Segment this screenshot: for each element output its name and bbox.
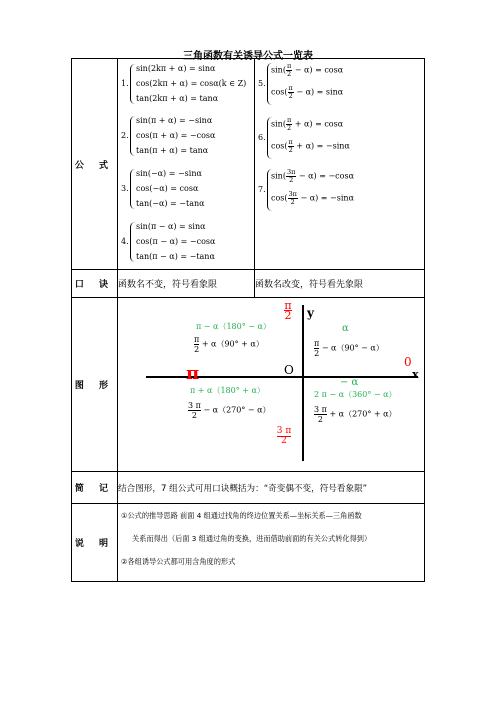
explain-line-1: ①公式的推导思路 前面 4 组通过找角的终边位置关系—坐标关系—三角函数 xyxy=(121,511,362,520)
brace xyxy=(130,64,135,104)
label-memo: 简 记 xyxy=(72,472,118,504)
pi-label: π xyxy=(186,362,200,384)
group-2-line-1: sin(π + α) = −sinα xyxy=(136,116,213,125)
group-1-line-2: cos(2kπ + α) = cosα(k ∈ Z) xyxy=(136,79,247,88)
q1-angle-2: $\frac{\pi}{2} - \alpha(90^\circ - \alpha)$ xyxy=(314,338,384,358)
zero-label: 0 xyxy=(404,354,412,369)
group-1-number: 1. xyxy=(121,79,129,88)
group-6-line-1: sin( $\frac{\pi}{2}$ + α) = cosα xyxy=(271,116,344,132)
explain-line-3: ②各组诱导公式都可用含角度的形式 xyxy=(121,557,236,566)
q4-angle-3: $\frac{3 \pi}{2} + \alpha(270^\circ + \alpha)$ xyxy=(314,404,397,424)
group-7-line-2: cos( $\frac{3\pi}{2}$ − α) = −sinα xyxy=(271,190,354,206)
label-explain: 说 明 xyxy=(72,504,118,582)
graph-cell xyxy=(118,298,425,472)
y-axis xyxy=(302,305,304,461)
rhyme-left: 函数名不变，符号看象限 xyxy=(118,270,255,298)
formula-right-cell xyxy=(255,59,425,270)
group-2-line-3: tan(π + α) = tanα xyxy=(136,146,209,155)
quadrant-graph xyxy=(118,299,424,471)
page-title: 三角函数有关诱导公式一览表 xyxy=(183,51,313,62)
formula-row xyxy=(72,59,425,270)
group-7-number: 7. xyxy=(258,185,266,194)
group-4-line-3: tan(π − α) = −tanα xyxy=(136,252,215,261)
explain-line-2: 关系而得出（后面 3 组通过角的变换，进而借助前面的有关公式转化得到） xyxy=(132,534,372,543)
group-3-line-3: tan(−α) = −tanα xyxy=(136,199,205,208)
group-2-line-2: cos(π + α) = −cosα xyxy=(136,131,216,140)
brace xyxy=(130,116,135,156)
group-4-number: 4. xyxy=(121,237,129,246)
group-3-line-2: cos(−α) = cosα xyxy=(136,184,199,193)
x-axis-label: x xyxy=(412,367,419,381)
label-formula: 公 式 xyxy=(72,59,118,270)
group-5-line-2: cos( $\frac{\pi}{2}$ − α) = sinα xyxy=(271,84,344,100)
group-6-number: 6. xyxy=(258,133,266,142)
pi-half-label: $\frac{\pi}{2}$ xyxy=(284,298,292,322)
label-graph: 图 形 xyxy=(72,298,118,472)
q2-angle-1: π − α（180° − α） xyxy=(196,321,271,331)
group-3-number: 3. xyxy=(121,184,129,193)
memo-row xyxy=(72,472,425,504)
group-1-line-1: sin(2kπ + α) = sinα xyxy=(136,64,216,73)
three-pi-half-label: $\frac{3 \pi}{2}$ xyxy=(276,425,292,446)
label-rhyme: 口 诀 xyxy=(72,270,118,298)
formula-left-cell xyxy=(118,59,255,270)
origin-label: O xyxy=(284,362,294,377)
brace xyxy=(130,222,135,262)
q3-angle-2: $\frac{3 \pi}{2} - \alpha(270^\circ - \alpha)$ xyxy=(188,400,271,420)
group-5-line-1: sin( $\frac{\pi}{2}$ − α) = cosα xyxy=(271,62,344,78)
group-2-number: 2. xyxy=(121,131,129,140)
group-5-number: 5. xyxy=(258,79,266,88)
q4-angle-1: − α xyxy=(340,376,359,388)
group-4-line-2: cos(π − α) = −cosα xyxy=(136,237,216,246)
q1-angle-1: α xyxy=(342,322,349,334)
group-1-line-3: tan(2kπ + α) = tanα xyxy=(136,94,219,103)
q3-angle-1: π + α（180° + α） xyxy=(190,385,265,395)
y-axis-label: y xyxy=(307,305,314,320)
group-7-line-1: sin( $\frac{3\pi}{2}$ − α) = −cosα xyxy=(271,168,354,184)
group-3-line-1: sin(−α) = −sinα xyxy=(136,169,202,178)
group-6-line-2: cos( $\frac{\pi}{2}$ + α) = −sinα xyxy=(271,138,350,154)
formula-table xyxy=(71,58,425,582)
rhyme-right: 函数名改变，符号看先象限 xyxy=(255,270,425,298)
graph-row xyxy=(72,298,425,472)
explain-cell xyxy=(118,504,425,582)
group-4-line-1: sin(π − α) = sinα xyxy=(136,222,206,231)
brace xyxy=(130,169,135,209)
q4-angle-2: 2 π − α（360° − α） xyxy=(314,389,397,399)
q2-angle-2: $\frac{\pi}{2} + \alpha(90^\circ + \alpha)$ xyxy=(194,334,264,354)
memo-text: 结合图形，7 组公式可用口诀概括为：“奇变偶不变，符号看象限” xyxy=(118,472,425,504)
explain-row xyxy=(72,504,425,582)
rhyme-row xyxy=(72,270,425,298)
